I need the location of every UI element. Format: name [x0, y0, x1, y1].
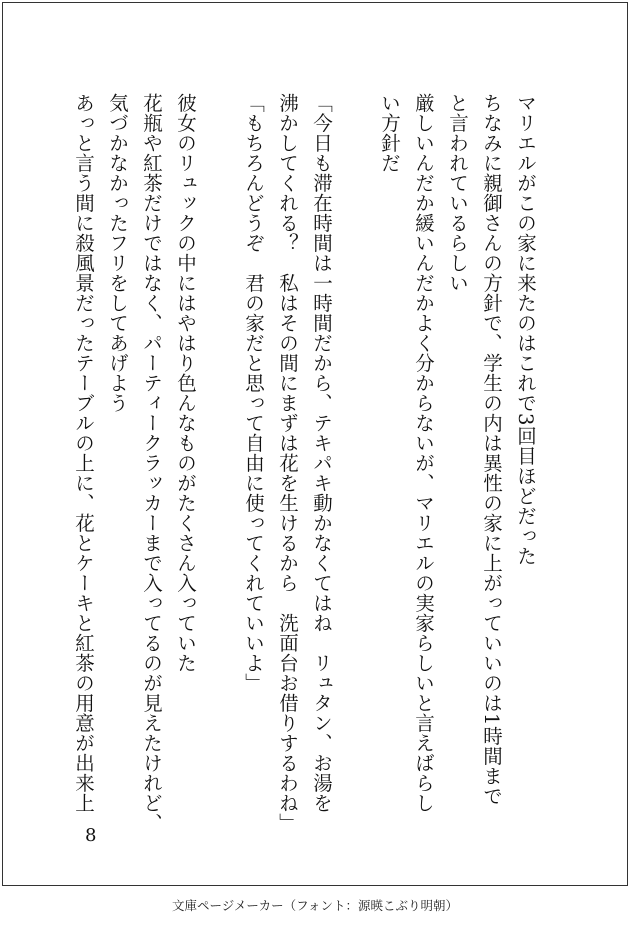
text-line: と言われているらしい: [446, 93, 469, 293]
text-line: ちなみに親御さんの方針で、学生の内は異性の家に上がっていいのは1時間まで: [480, 93, 503, 806]
text-line: あっと言う間に殺風景だったテーブルの上に、花とケーキと紅茶の用意が出来上: [72, 93, 95, 813]
page-number: 8: [85, 825, 97, 846]
page-frame: [2, 2, 628, 886]
text-line: 厳しいんだか緩いんだかよく分からないが、マリエルの実家らしいと言えばらし: [412, 93, 435, 813]
text-line: い方針だ: [378, 93, 401, 173]
text-line: 花瓶や紅茶だけではなく、パーティークラッカーまで入ってるのが見えたけれど、: [140, 93, 163, 833]
text-line: 気づかなかったフリをしてあげよう: [106, 93, 129, 413]
text-line: 「もちろんどうぞ 君の家だと思って自由に使ってくれていいよ」: [242, 93, 265, 693]
text-line: マリエルがこの家に来たのはこれで3回目ほどだった: [514, 93, 537, 566]
text-line: 沸かしてくれる？ 私はその間にまずは花を生けるから 洗面台お借りするわね」: [276, 93, 299, 833]
footer-caption: 文庫ページメーカー（フォント：源暎こぶり明朝）: [171, 898, 458, 913]
text-line: 彼女のリュックの中にはやはり色んなものがたくさん入っていた: [174, 93, 197, 673]
text-line: 「今日も滞在時間は一時間だから、テキパキ動かなくてはね リュタン、お湯を: [310, 93, 333, 813]
